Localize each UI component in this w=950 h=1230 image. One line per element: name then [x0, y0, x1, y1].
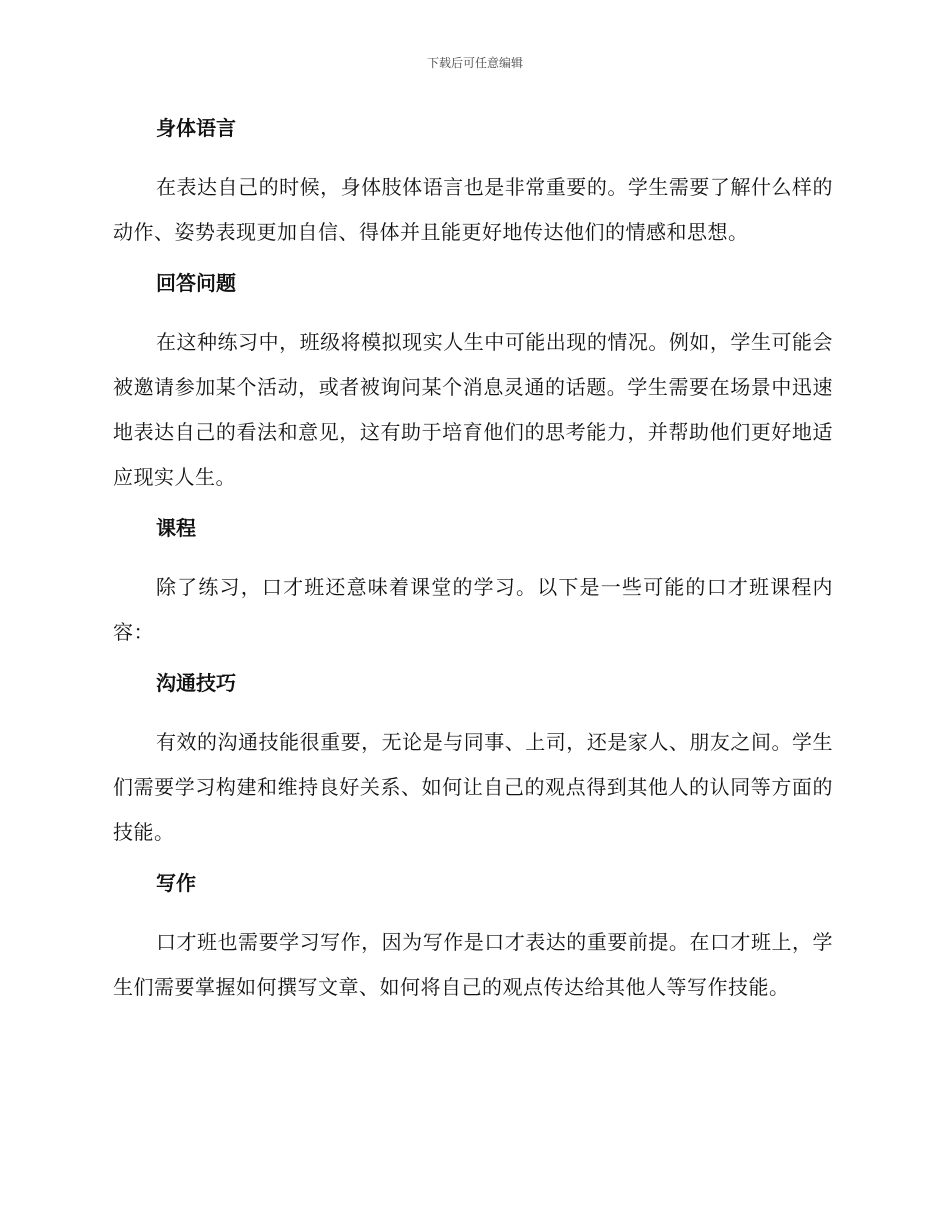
section-heading-body-language: 身体语言 [156, 116, 236, 140]
section-heading-writing: 写作 [156, 871, 196, 895]
paragraph-answering-questions: 在这种练习中，班级将模拟现实人生中可能出现的情况。例如，学生可能会被邀请参加某个活动，或者被询问某个消息灵通的话题。学生需要在场景中迅速地表达自己的看法和意见，这有助于培育他们的思考能力，并帮助他们更好地适应现实人生。 [113, 330, 833, 489]
paragraph-communication-skills: 有效的沟通技能很重要，无论是与同事、上司，还是家人、朋友之间。学生们需要学习构建和维持良好关系、如何让自己的观点得到其他人的认同等方面的技能。 [113, 730, 833, 844]
document-body [113, 113, 833, 1023]
paragraph-writing: 口才班也需要学习写作，因为写作是口才表达的重要前提。在口才班上，学生们需要掌握如何撰写文章、如何将自己的观点传达给其他人等写作技能。 [113, 930, 833, 999]
paragraph-body-language: 在表达自己的时候，身体肢体语言也是非常重要的。学生需要了解什么样的动作、姿势表现更加自信、得体并且能更好地传达他们的情感和思想。 [113, 175, 833, 244]
section-heading-communication-skills: 沟通技巧 [156, 671, 236, 695]
section-heading-courses: 课程 [156, 516, 196, 540]
section-heading-answering-questions: 回答问题 [156, 271, 236, 295]
page-header: 下载后可任意编辑 [426, 56, 523, 70]
paragraph-courses: 除了练习，口才班还意味着课堂的学习。以下是一些可能的口才班课程内容： [113, 575, 833, 644]
